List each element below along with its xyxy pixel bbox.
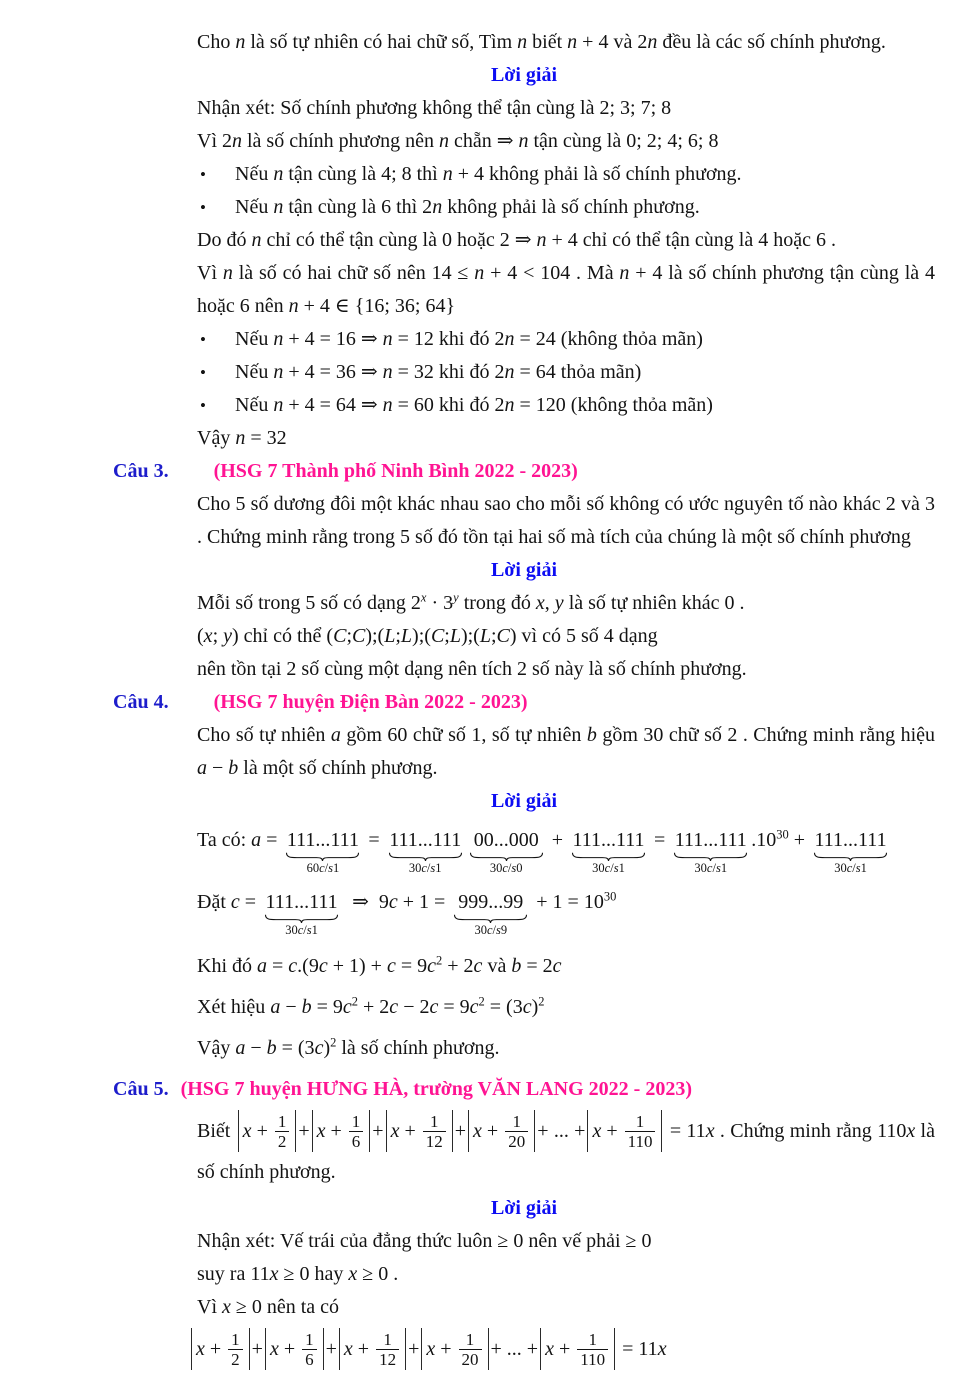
bullet-item <box>200 389 935 422</box>
solution-line: Vì x ≥ 0 nên ta có <box>197 1296 340 1318</box>
loigiai-heading: Lời giải <box>490 790 558 812</box>
bullet-marker: • <box>200 396 206 415</box>
solution-line: Vì n là số có hai chữ số nên 14 ≤ n + 4 < 104 . Mà n + 4 là số chính phương tận cùng là 4 hoặc 6 nên n + 4 ∈ {16; 36; 64} <box>197 262 936 317</box>
solution-line: Nhận xét: Vế trái của đẳng thức luôn ≥ 0 nên vế phải ≥ 0 <box>197 1230 652 1252</box>
underbrace-expression: 111...111 <box>674 829 747 851</box>
underbrace-icon <box>264 914 339 923</box>
underbrace-label: 30c/s1 <box>694 861 728 875</box>
underbrace <box>813 852 888 861</box>
problem-statement: Cho số tự nhiên a gồm 60 chữ số 1, số tự nhiên b gồm 30 chữ số 2 . Chứng minh rằng hiệu a − b là một số chính phương. <box>197 724 935 779</box>
underbrace <box>264 914 339 923</box>
underbrace-group <box>673 828 748 876</box>
bullet-item <box>200 191 935 224</box>
underbrace <box>469 852 544 861</box>
underbrace <box>571 852 646 861</box>
underbrace <box>673 852 748 861</box>
bullet-marker: • <box>200 198 206 217</box>
formula-a-expansion <box>197 818 935 880</box>
conclusion-line: Vậy $a - b = (3c)^2$ là số chính phương. <box>197 1035 500 1059</box>
underbrace-icon <box>453 914 528 923</box>
underbrace-label: 60c/s1 <box>306 861 340 875</box>
math-fragment: + $1 = 10^{30}$ <box>531 889 617 913</box>
solution-line: suy ra 11x ≥ 0 hay x ≥ 0 . <box>197 1263 399 1285</box>
underbrace-expression: 00...000 <box>473 829 539 851</box>
solution-line: (x; y) chỉ có thể (C;C);(L;L);(C;L);(L;C) vì có 5 số 4 dạng <box>197 625 658 647</box>
cau-4-heading <box>113 686 935 719</box>
bullet-text: Nếu n + 4 = 16 ⇒ n = 12 khi đó 2n = 24 (không thỏa mãn) <box>235 328 703 350</box>
underbrace-label: 30c/s1 <box>834 861 867 875</box>
bullet-text: Nếu n + 4 = 36 ⇒ n = 32 khi đó 2n = 64 thỏa mãn) <box>235 361 642 383</box>
problem-statement: Cho 5 số dương đôi một khác nhau sao cho mỗi số không có ước nguyên tố nào khác 2 và 3 . Chứng minh rằng trong 5 số đó tồn tại hai số mà tích của chúng là một số chính phương <box>197 493 935 548</box>
cau-source-label: (HSG 7 huyện HƯNG HÀ, trường VĂN LANG 2022 - 2023) <box>180 1078 693 1100</box>
underbrace-icon <box>813 852 888 861</box>
loigiai-heading: Lời giải <box>490 559 558 581</box>
problem-statement: Cho n là số tự nhiên có hai chữ số, Tìm n biết n + 4 và 2n đều là các số chính phương. <box>197 31 886 53</box>
cau-3-heading <box>113 455 935 488</box>
underbrace <box>285 852 360 861</box>
solution-line: Mỗi số trong 5 số có dạng $2^x \cdot 3^y$ trong đó x, y là số tự nhiên khác 0 . <box>197 590 745 614</box>
bullet-text: Nếu n + 4 = 64 ⇒ n = 60 khi đó 2n = 120 (không thỏa mãn) <box>235 394 713 416</box>
underbrace-label: 30c/s1 <box>285 923 318 937</box>
math-fragment: $.10^{30}$ + <box>751 827 811 851</box>
underbrace-group <box>285 828 360 876</box>
underbrace-icon <box>388 852 463 861</box>
underbrace-group <box>453 890 528 938</box>
underbrace-expression: 111...111 <box>814 829 887 851</box>
underbrace-group <box>264 890 339 938</box>
bullet-text: Nếu n tận cùng là 4; 8 thì n + 4 không phải là số chính phương. <box>235 163 742 185</box>
math-fragment: Ta có: a = <box>197 829 283 851</box>
solution-line: Nhận xét: Số chính phương không thể tận cùng là 2; 3; 7; 8 <box>197 97 672 119</box>
solution-line: Do đó n chỉ có thể tận cùng là 0 hoặc 2 ⇒ n + 4 chỉ có thể tận cùng là 4 hoặc 6 . <box>197 229 836 251</box>
solution-line: nên tồn tại 2 số cùng một dạng nên tích 2 số này là số chính phương. <box>197 658 747 680</box>
cau-number-label: Câu 4. <box>113 691 169 713</box>
underbrace-icon <box>673 852 748 861</box>
conclusion-line: Vậy n = 32 <box>197 427 287 449</box>
underbrace-expression: 111...111 <box>389 829 462 851</box>
solution-line: Xét hiệu $a - b = 9c^2 + 2c - 2c = 9c^2 = (3c)^2$ <box>197 994 545 1018</box>
bullet-item <box>200 356 935 389</box>
cau-source-label: (HSG 7 Thành phố Ninh Bình 2022 - 2023) <box>213 460 578 482</box>
cau-4-section <box>113 686 935 1065</box>
bullet-marker: • <box>200 165 206 184</box>
underbrace-label: 30c/s0 <box>489 861 523 875</box>
loigiai-heading: Lời giải <box>490 1197 558 1219</box>
cau-3-section <box>113 455 935 686</box>
underbrace-expression: 111...111 <box>572 829 645 851</box>
underbrace-label: 30c/s1 <box>592 861 625 875</box>
problem-statement: Biết x + 1 2 + x + 1 6 + x + 1 12 + x + 1 20 + ... + x + 1 110 = 11x . Chứng minh rằng 110x là số chính phương. <box>197 1111 935 1183</box>
loigiai-heading: Lời giải <box>490 64 558 86</box>
formula-dat-c <box>197 880 935 942</box>
underbrace-label: 30c/s9 <box>474 923 508 937</box>
cau-number-label: Câu 3. <box>113 460 169 482</box>
solution-line: Khi đó $a = c.(9c + 1) + c = 9c^2 + 2c$ và b = 2c <box>197 953 562 977</box>
bullet-item <box>200 158 935 191</box>
underbrace-group <box>388 828 463 876</box>
bullet-marker: • <box>200 330 206 349</box>
underbrace-label: 30c/s1 <box>408 861 442 875</box>
underbrace-icon <box>285 852 360 861</box>
underbrace-icon <box>469 852 544 861</box>
cau-5-heading <box>113 1073 935 1106</box>
math-fragment: ⇒ 9c + 1 = <box>342 891 451 913</box>
underbrace-expression: 999...99 <box>458 891 524 913</box>
underbrace-group <box>469 828 544 876</box>
math-fragment: Đặt c = <box>197 891 262 913</box>
cau-source-label: (HSG 7 huyện Điện Bàn 2022 - 2023) <box>213 691 528 713</box>
underbrace <box>388 852 463 861</box>
bullet-marker: • <box>200 363 206 382</box>
bullet-item <box>200 323 935 356</box>
underbrace-icon <box>571 852 646 861</box>
cau-number-label: Câu 5. <box>113 1078 169 1100</box>
underbrace-group <box>571 828 646 876</box>
underbrace-expression: 111...111 <box>286 829 359 851</box>
formula-abs-sum: x + 1 2 + x + 1 6 + x + 1 12 + x + 1 20 + ... + x + 1 110 = 11x <box>189 1328 935 1370</box>
bullet-text: Nếu n tận cùng là 6 thì 2n không phải là số chính phương. <box>235 196 700 218</box>
math-fragment: = <box>648 829 671 851</box>
underbrace-group <box>813 828 888 876</box>
solution-line: Vì 2n là số chính phương nên n chẵn ⇒ n tận cùng là 0; 2; 4; 6; 8 <box>197 130 719 152</box>
problem-2-section <box>113 26 935 455</box>
math-fragment: + <box>546 829 568 851</box>
math-fragment: = <box>363 829 385 851</box>
underbrace <box>453 914 528 923</box>
cau-5-section <box>113 1073 935 1370</box>
underbrace-expression: 111...111 <box>265 891 338 913</box>
